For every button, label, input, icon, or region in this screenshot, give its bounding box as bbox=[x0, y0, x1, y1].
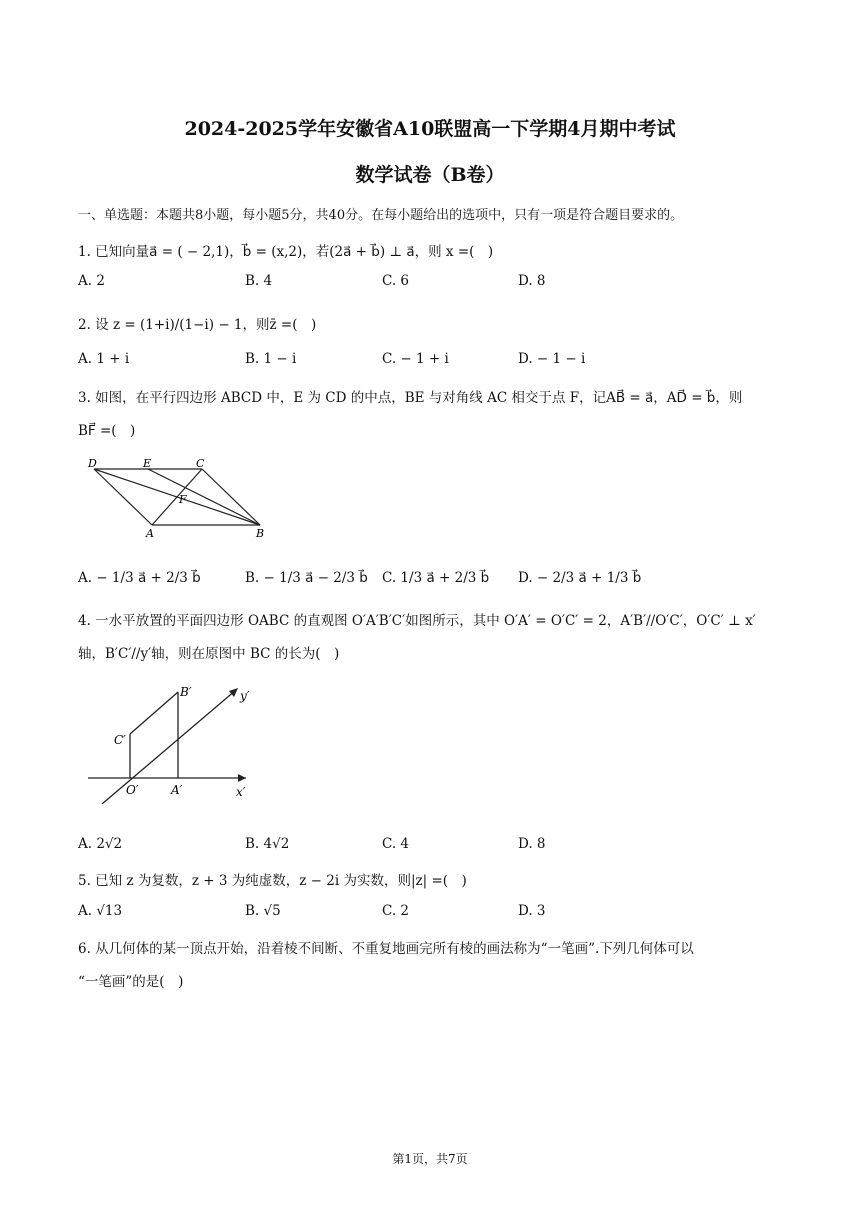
question-6-stem-line-1: 6. 从几何体的某一顶点开始，沿着棱不间断、不重复地画完所有棱的画法称为“一笔画”.下列几何体可以 bbox=[78, 941, 694, 957]
label-c: C bbox=[196, 457, 205, 470]
question-2-stem: 2. 设 z = (1+i)/(1−i) − 1，则z̄ =( ) bbox=[78, 317, 317, 333]
q2-option-b: B. 1 − i bbox=[245, 351, 297, 367]
label-d: D bbox=[88, 457, 97, 470]
q4-option-c: C. 4 bbox=[382, 836, 410, 852]
q4-option-b: B. 4√2 bbox=[245, 836, 290, 852]
oblique-drawing-figure bbox=[86, 682, 266, 804]
q4-option-d: D. 8 bbox=[518, 836, 546, 852]
label-c-prime: C′ bbox=[114, 733, 126, 747]
label-b-prime: B′ bbox=[180, 685, 192, 699]
q3-option-c: C. 1/3 a⃗ + 2/3 b⃗ bbox=[382, 570, 490, 586]
label-b: B bbox=[256, 527, 265, 540]
q5-option-a: A. √13 bbox=[78, 903, 123, 919]
section-heading: 一、单选题：本题共8小题，每小题5分，共40分。在每小题给出的选项中，只有一项是符合题目要求的。 bbox=[78, 208, 684, 223]
q1-option-b: B. 4 bbox=[245, 273, 273, 289]
q5-option-c: C. 2 bbox=[382, 903, 410, 919]
q5-option-b: B. √5 bbox=[245, 903, 281, 919]
q2-option-a: A. 1 + i bbox=[78, 351, 130, 367]
label-x-prime: x′ bbox=[236, 785, 246, 799]
parallelogram-figure bbox=[86, 455, 276, 545]
q2-option-c: C. − 1 + i bbox=[382, 351, 449, 367]
question-6-stem-line-2: “一笔画”的是( ) bbox=[78, 974, 184, 990]
q3-option-b: B. − 1/3 a⃗ − 2/3 b⃗ bbox=[245, 570, 368, 586]
label-a-prime: A′ bbox=[171, 783, 183, 797]
q1-option-c: C. 6 bbox=[382, 273, 410, 289]
label-e: E bbox=[143, 457, 152, 470]
question-5-stem: 5. 已知 z 为复数，z + 3 为纯虚数，z − 2i 为实数，则|z| =( ) bbox=[78, 873, 467, 889]
q1-option-d: D. 8 bbox=[518, 273, 546, 289]
label-f: F bbox=[179, 493, 187, 506]
x-axis-arrow-icon bbox=[238, 774, 246, 782]
question-3-stem-line-1: 3. 如图，在平行四边形 ABCD 中，E 为 CD 的中点，BE 与对角线 AC 相交于点 F，记AB⃗ = a⃗，AD⃗ = b⃗，则 bbox=[78, 390, 743, 406]
q3-option-d: D. − 2/3 a⃗ + 1/3 b⃗ bbox=[518, 570, 642, 586]
title-line-2: 数学试卷（B卷） bbox=[355, 164, 505, 186]
question-4-stem-line-1: 4. 一水平放置的平面四边形 OABC 的直观图 O′A′B′C′如图所示，其中 O′A′ = O′C′ = 2，A′B′//O′C′，O′C′ ⊥ x′ bbox=[78, 613, 756, 629]
label-y-prime: y′ bbox=[240, 689, 250, 703]
q3-option-a: A. − 1/3 a⃗ + 2/3 b⃗ bbox=[78, 570, 201, 586]
question-3-stem-line-2: BF⃗ =( ) bbox=[78, 423, 136, 439]
question-1-stem: 1. 已知向量a⃗ = ( − 2,1)，b⃗ = (x,2)，若(2a⃗ + b⃗) ⊥ a⃗，则 x =( ) bbox=[78, 244, 494, 260]
page-footer: 第1页，共7页 bbox=[392, 1152, 468, 1166]
q4-option-a: A. 2√2 bbox=[78, 836, 123, 852]
title-line-1: 2024-2025学年安徽省A10联盟高一下学期4月期中考试 bbox=[184, 118, 676, 140]
label-a: A bbox=[146, 527, 154, 540]
question-4-stem-line-2: 轴，B′C′//y′轴，则在原图中 BC 的长为( ) bbox=[78, 646, 340, 662]
q5-option-d: D. 3 bbox=[518, 903, 546, 919]
label-o-prime: O′ bbox=[126, 783, 139, 797]
q1-option-a: A. 2 bbox=[78, 273, 105, 289]
q2-option-d: D. − 1 − i bbox=[518, 351, 586, 367]
